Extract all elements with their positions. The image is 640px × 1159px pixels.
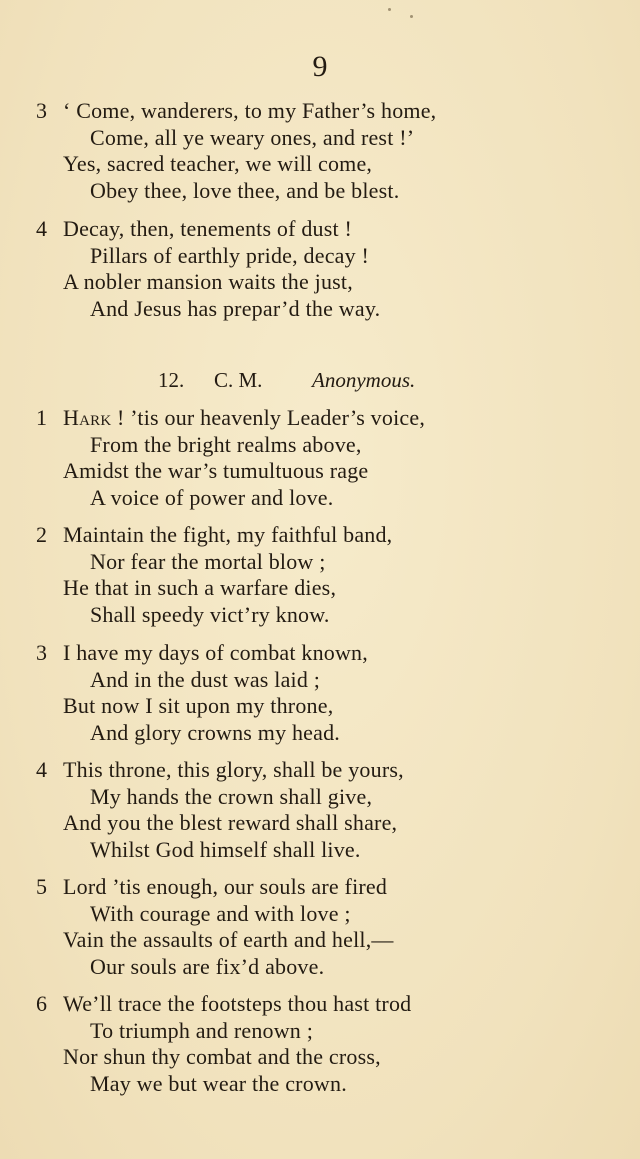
- verse-line-rest: ! ’tis our heavenly Leader’s voice,: [111, 405, 426, 430]
- verse-line: Vain the assaults of earth and hell,—: [63, 927, 394, 952]
- verse-line: He that in such a warfare dies,: [63, 575, 337, 600]
- verse-line: And Jesus has prepar’d the way.: [90, 295, 381, 321]
- verse-line: Nor fear the mortal blow ;: [90, 548, 326, 574]
- ink-speck: [388, 8, 391, 11]
- stanza-number: 6: [36, 991, 47, 1016]
- stanza-number: 4: [36, 216, 47, 241]
- verse-line: My hands the crown shall give,: [90, 783, 373, 809]
- verse-line: A voice of power and love.: [90, 484, 334, 510]
- verse-line: Obey thee, love thee, and be blest.: [90, 177, 400, 203]
- verse-line: Yes, sacred teacher, we will come,: [63, 151, 373, 176]
- verse-line: I have my days of combat known,: [63, 640, 368, 665]
- verse-line: Whilst God himself shall live.: [90, 836, 361, 862]
- verse-line: We’ll trace the footsteps thou hast trod: [63, 991, 412, 1016]
- stanza-number: 3: [36, 640, 47, 665]
- stanza-number: 3: [36, 98, 47, 123]
- stanza-number: 5: [36, 874, 47, 899]
- stanza-number: 4: [36, 757, 47, 782]
- verse-line: Shall speedy vict’ry know.: [90, 601, 330, 627]
- verse-line: Pillars of earthly pride, decay !: [90, 242, 370, 268]
- verse-line: Decay, then, tenements of dust !: [63, 216, 353, 241]
- hymn-author: Anonymous.: [312, 368, 416, 392]
- verse-line: And in the dust was laid ;: [90, 666, 321, 692]
- hymn-meter: C. M.: [214, 368, 263, 392]
- verse-line: But now I sit upon my throne,: [63, 693, 334, 718]
- verse-line: May we but wear the crown.: [90, 1070, 347, 1096]
- verse-line: ‘ Come, wanderers, to my Father’s home,: [63, 98, 437, 123]
- stanza-number: 1: [36, 405, 47, 430]
- verse-line: Amidst the war’s tumultuous rage: [63, 458, 369, 483]
- hymn-number: 12.: [158, 368, 185, 392]
- verse-line: Maintain the fight, my faithful band,: [63, 522, 393, 547]
- verse-line: Lord ’tis enough, our souls are fired: [63, 874, 388, 899]
- ink-speck: [410, 15, 413, 18]
- verse-line: Come, all ye weary ones, and rest !’: [90, 124, 415, 150]
- verse-line: And you the blest reward shall share,: [63, 810, 398, 835]
- verse-line: To triumph and renown ;: [90, 1017, 314, 1043]
- verse-line: Nor shun thy combat and the cross,: [63, 1044, 381, 1069]
- stanza-number: 2: [36, 522, 47, 547]
- initial-word: Hark: [63, 405, 112, 430]
- verse-line: This throne, this glory, shall be yours,: [63, 757, 404, 782]
- page-number: 9: [312, 50, 328, 83]
- verse-line: And glory crowns my head.: [90, 719, 341, 745]
- verse-line: A nobler mansion waits the just,: [63, 269, 353, 294]
- verse-line: [63, 405, 425, 432]
- verse-line: Our souls are fix’d above.: [90, 953, 325, 979]
- verse-line: With courage and with love ;: [90, 900, 351, 926]
- verse-line: From the bright realms above,: [90, 431, 362, 457]
